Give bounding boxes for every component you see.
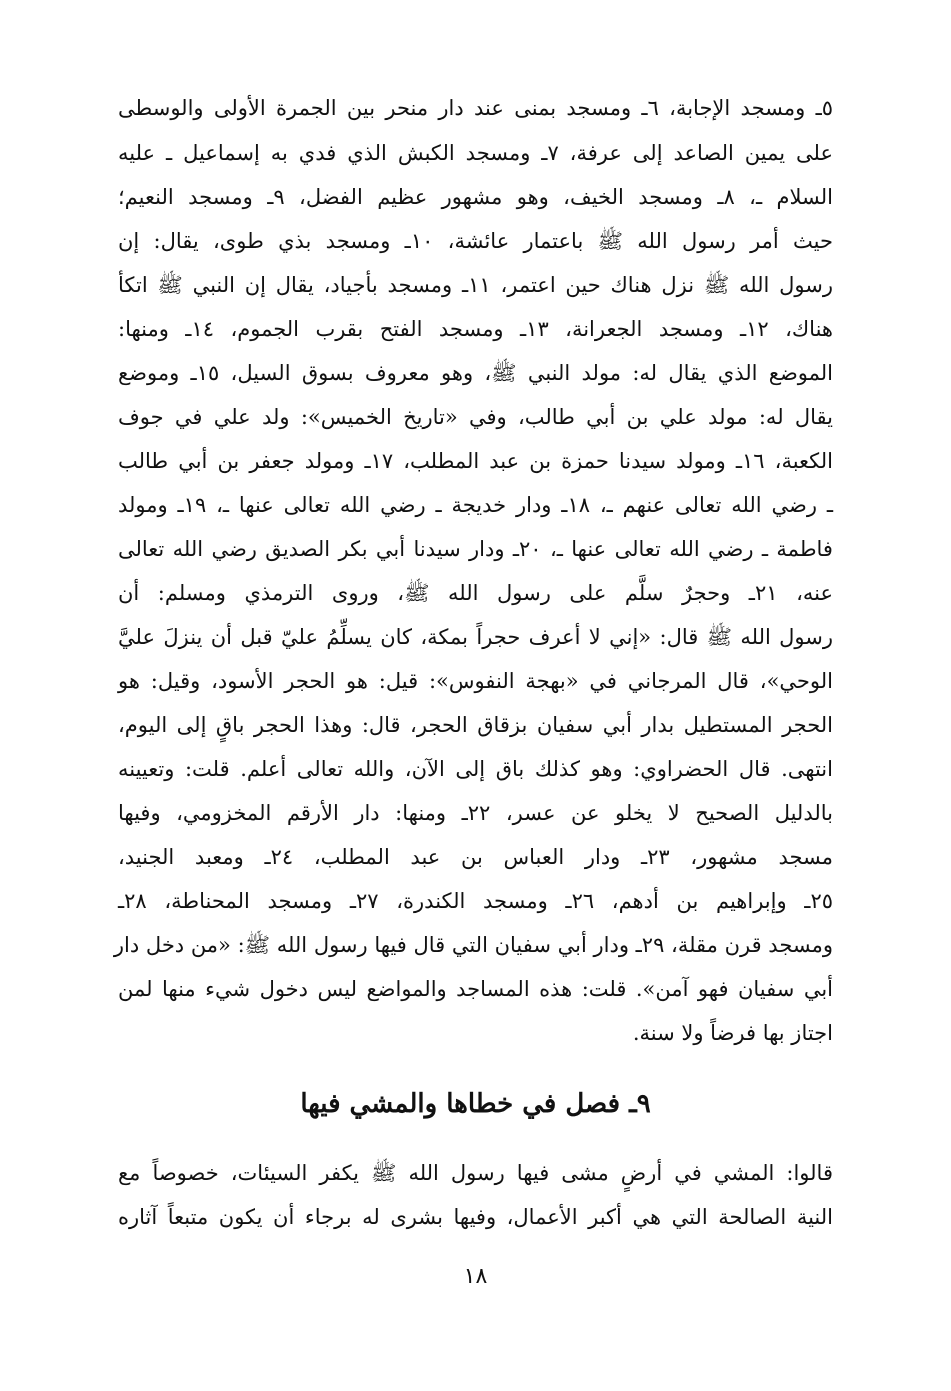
- section-line-2: النية الصالحة التي هي أكبر الأعمال، وفيها بشرى له برجاء أن يكون متبعاً آثاره: [118, 1205, 833, 1229]
- body-line-1: ٥ـ ومسجد الإجابة، ٦ـ ومسجد بمنى عند دار منحر بين الجمرة الأولى والوسطى: [118, 96, 833, 120]
- body-line-13: رسول الله ﷺ قال: «إني لا أعرف حجراً بمكة، كان يسلِّمُ عليّ قبل أن ينزلَ عليَّ: [118, 625, 834, 649]
- body-line-6: هناك، ١٢ـ ومسجد الجعرانة، ١٣ـ ومسجد الفتح بقرب الجموم، ١٤ـ ومنها:: [118, 317, 833, 341]
- body-line-22: اجتاز بها فرضاً ولا سنة.: [632, 1021, 833, 1045]
- body-line-5: رسول الله ﷺ نزل هناك حين اعتمر، ١١ـ ومسجد بأجياد، يقال إن النبي ﷺ اتكأ: [118, 273, 833, 297]
- body-line-16: انتهى. قال الحضراوي: وهو كذلك باق إلى الآن، والله تعالى أعلم. قلت: وتعيينه: [118, 757, 833, 781]
- body-line-18: مسجد مشهور، ٢٣ـ ودار العباس بن عبد المطلب، ٢٤ـ ومعبد الجنيد،: [118, 845, 834, 869]
- body-line-11: فاطمة ـ رضي الله تعالى عنها ـ، ٢٠ـ ودار سيدنا أبي بكر الصديق رضي الله تعالى: [118, 537, 833, 561]
- body-line-7: الموضع الذي يقال له: مولد النبي ﷺ، وهو معروف بسوق السيل، ١٥ـ وموضع: [118, 361, 833, 385]
- body-line-19: ٢٥ـ وإبراهيم بن أدهم، ٢٦ـ ومسجد الكندرة، ٢٧ـ ومسجد المحناطة، ٢٨ـ: [118, 889, 834, 913]
- body-line-20: ومسجد قرن مقلة، ٢٩ـ ودار أبي سفيان التي قال فيها رسول الله ﷺ: «من دخل دار: [113, 933, 833, 957]
- body-line-14: الوحي»، قال المرجاني في «بهجة النفوس»: قيل: هو الحجر الأسود، وقيل: هو: [118, 669, 833, 693]
- body-line-4: حيث أمر رسول الله ﷺ باعتمار عائشة، ١٠ـ ومسجد بذي طوى، يقال: إن: [118, 229, 833, 253]
- body-line-9: الكعبة، ١٦ـ ومولد سيدنا حمزة بن عبد المطلب، ١٧ـ ومولد جعفر بن أبي طالب: [118, 449, 833, 473]
- body-line-21: أبي سفيان فهو آمن». قلت: هذه المساجد والمواضع ليس دخول شيء منها لمن: [118, 977, 833, 1001]
- body-line-3: السلام ـ، ٨ـ ومسجد الخيف، وهو مشهور عظيم الفضل، ٩ـ ومسجد النعيم؛: [118, 185, 833, 209]
- body-line-17: بالدليل الصحيح لا يخلو عن عسر، ٢٢ـ ومنها: دار الأرقم المخزومي، وفيها: [118, 801, 833, 825]
- body-line-8: يقال له: مولد علي بن أبي طالب، وفي «تاريخ الخميس»: ولد علي في جوف: [118, 405, 833, 429]
- page-number: ١٨: [463, 1264, 488, 1289]
- body-line-12: عنه، ٢١ـ وحجرٌ سلَّم على رسول الله ﷺ، وروى الترمذي ومسلم: أن: [118, 581, 833, 605]
- body-line-15: الحجر المستطيل بدار أبي سفيان بزقاق الحجر، قال: وهذا الحجر باقٍ إلى اليوم،: [118, 713, 833, 737]
- section-line-1: قالوا: المشي في أرضٍ مشى فيها رسول الله ﷺ يكفر السيئات، خصوصاً مع: [118, 1161, 833, 1185]
- section-heading: ٩ـ فصل في خطاها والمشي فيها: [300, 1089, 651, 1119]
- body-line-10: ـ رضي الله تعالى عنهم ـ، ١٨ـ ودار خديجة ـ رضي الله تعالى عنها ـ، ١٩ـ ومولد: [118, 493, 833, 517]
- body-line-2: على يمين الصاعد إلى عرفة، ٧ـ ومسجد الكبش الذي فدي به إسماعيل ـ عليه: [118, 141, 833, 165]
